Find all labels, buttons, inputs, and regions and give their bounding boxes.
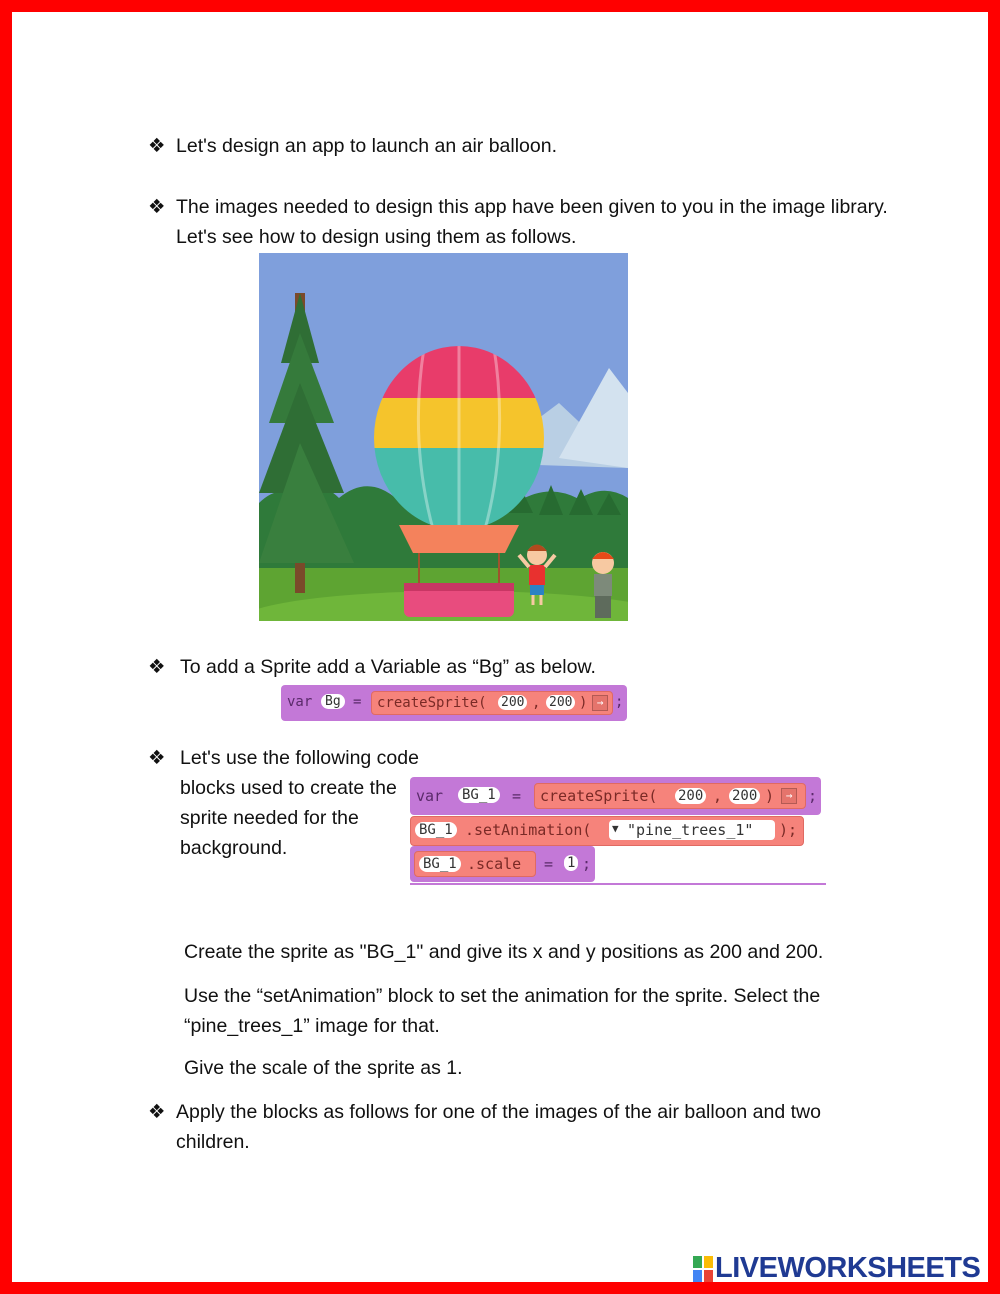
close-paren: ) <box>765 787 775 805</box>
keyword-var: var <box>416 787 444 805</box>
bullet-mark: ❖ <box>148 196 166 218</box>
arrow-icon[interactable]: → <box>781 788 797 804</box>
code-block-bg1 <box>410 777 826 887</box>
bullet-add-variable <box>148 652 888 682</box>
equals-sign: = <box>353 694 362 710</box>
balloon-scene-image <box>259 253 628 621</box>
variable-name: Bg <box>321 694 345 709</box>
animation-dropdown[interactable] <box>609 820 775 840</box>
code-line-set-animation <box>410 816 804 846</box>
bullet-image-library <box>148 192 888 252</box>
property-name: .scale <box>467 855 522 873</box>
semicolon: ; <box>582 855 592 873</box>
semicolon: ; <box>808 787 818 805</box>
function-name: createSprite( <box>377 695 487 711</box>
scale-property <box>414 851 536 877</box>
create-sprite-call <box>371 691 613 715</box>
chevron-down-icon: ▼ <box>612 822 619 835</box>
paragraph-set-animation: Use the “setAnimation” block to set the animation for the sprite. Select the “pine_trees_1” image for that. <box>184 985 821 1037</box>
close-paren: ); <box>779 821 798 839</box>
y-value: 200 <box>546 695 575 710</box>
bullet-mark: ❖ <box>148 135 166 157</box>
bullet-mark: ❖ <box>148 656 166 678</box>
function-name: createSprite( <box>540 787 658 805</box>
bullet-apply-blocks <box>148 1097 888 1157</box>
bullet-text: Let's design an app to launch an air balloon. <box>176 135 558 157</box>
bullet-text: To add a Sprite add a Variable as “Bg” as below. <box>180 656 596 678</box>
bullet-text: Let's use the following code blocks used to create the sprite needed for the background. <box>180 747 419 859</box>
create-sprite-call <box>534 783 806 809</box>
y-value: 200 <box>729 788 760 804</box>
code-line-scale <box>410 846 595 882</box>
keyword-var: var <box>287 694 313 710</box>
semicolon: ; <box>615 694 624 710</box>
bullet-launch-balloon <box>148 131 888 161</box>
code-block-var-bg <box>281 685 627 721</box>
logo-text: LIVEWORKSHEETS <box>715 1252 981 1284</box>
comma: , <box>532 695 541 711</box>
paragraph-create-sprite: Create the sprite as "BG_1" and give its x and y positions as 200 and 200. <box>184 941 824 963</box>
bullet-text: The images needed to design this app have been given to you in the image library. Let's see how to design using them as follows. <box>176 196 888 248</box>
object-name: BG_1 <box>419 856 461 872</box>
close-paren: ) <box>579 695 588 711</box>
bullet-mark: ❖ <box>148 1101 166 1123</box>
bullet-text: Apply the blocks as follows for one of the images of the air balloon and two children. <box>176 1101 821 1153</box>
block-underline <box>410 883 826 885</box>
comma: , <box>713 787 723 805</box>
paragraph-scale: Give the scale of the sprite as 1. <box>184 1057 463 1079</box>
equals-sign: = <box>544 855 554 873</box>
animation-name: "pine_trees_1" <box>627 821 754 839</box>
method-name: .setAnimation( <box>465 821 592 839</box>
object-name: BG_1 <box>415 822 457 838</box>
x-value: 200 <box>675 788 706 804</box>
code-line-create <box>410 777 821 815</box>
equals-sign: = <box>512 787 522 805</box>
scale-value: 1 <box>564 855 578 871</box>
variable-name: BG_1 <box>458 787 500 803</box>
x-value: 200 <box>498 695 527 710</box>
bullet-mark: ❖ <box>148 747 166 769</box>
arrow-icon[interactable]: → <box>592 695 608 711</box>
logo-mark-icon <box>693 1256 713 1282</box>
